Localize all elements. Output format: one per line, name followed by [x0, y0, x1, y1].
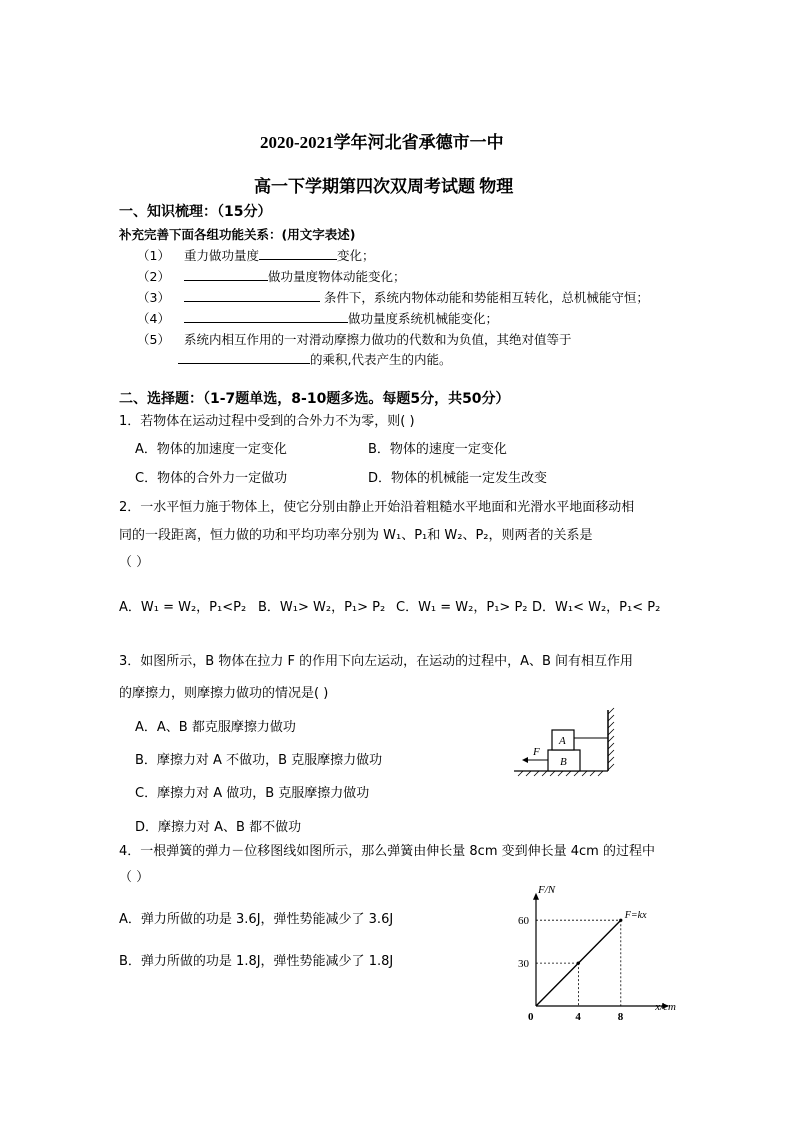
item-text-line1: 系统内相互作用的一对滑动摩擦力做功的代数和为负值，其绝对值等于: [183, 332, 572, 347]
wall-hatch: [608, 708, 614, 770]
item-num: （4）: [137, 311, 170, 326]
q3-option-b[interactable]: B．摩擦力对 A 不做功，B 克服摩擦力做功: [135, 753, 383, 768]
blank-3[interactable]: [184, 288, 320, 302]
blank-4[interactable]: [184, 309, 348, 323]
blank-5[interactable]: [178, 350, 310, 364]
fill-item-5-line2: [178, 350, 451, 368]
item-text-after: 做功量度物体动能变化；: [267, 269, 406, 284]
spring-force-chart: [508, 884, 704, 1026]
item-text-before: 重力做功量度: [183, 248, 259, 263]
q2-option-c[interactable]: C．W₁ = W₂，P₁> P₂: [396, 600, 528, 615]
x-tick-label: 8: [617, 1011, 624, 1023]
q3-line1: 3．如图所示，B 物体在拉力 F 的作用下向左运动，在运动的过程中，A、B 间有相互作用: [119, 654, 634, 669]
line-annotation: F=kx: [624, 910, 647, 922]
data-point: [619, 919, 622, 922]
fill-item-2: [137, 267, 405, 285]
q1-option-b[interactable]: B．物体的速度一定变化: [368, 442, 507, 457]
fill-item-3: [137, 288, 649, 306]
q4-line1: 4．一根弹簧的弹力－位移图线如图所示，那么弹簧由伸长量 8cm 变到伸长量 4cm 的过程中: [119, 844, 655, 859]
blank-1[interactable]: [259, 246, 337, 260]
item-num: （2）: [137, 269, 170, 284]
item-num: （3）: [137, 290, 170, 305]
blank-2[interactable]: [184, 267, 268, 281]
item-text-after: 变化；: [336, 248, 375, 263]
force-label: F: [533, 746, 540, 758]
q4-option-b[interactable]: B．弹力所做的功是 1.8J，弹性势能减少了 1.8J: [119, 954, 394, 969]
q1-option-c[interactable]: C．物体的合外力一定做功: [135, 471, 288, 486]
section1-subheading: 补充完善下面各组功能关系：(用文字表述): [119, 227, 356, 242]
q1-option-d[interactable]: D．物体的机械能一定发生改变: [368, 471, 548, 486]
q2-line3: （ ）: [119, 555, 150, 570]
q2-option-d[interactable]: D．W₁< W₂，P₁< P₂: [532, 600, 661, 615]
block-a-label: A: [559, 735, 566, 747]
x-tick-label: 4: [575, 1011, 581, 1023]
section1-heading: 一、知识梳理：（15分）: [119, 204, 272, 220]
q1-option-a[interactable]: A．物体的加速度一定变化: [135, 442, 287, 457]
item-text-after: 条件下，系统内物体动能和势能相互转化，总机械能守恒；: [319, 290, 649, 305]
q3-option-a[interactable]: A．A、B 都克服摩擦力做功: [135, 720, 296, 735]
force-arrowhead: [522, 757, 528, 763]
item-num: （1）: [137, 248, 170, 263]
q4-line2: （ ）: [119, 870, 150, 885]
x-axis-label: x/cm: [655, 1001, 676, 1013]
q2-line1: 2．一水平恒力施于物体上，使它分别由静止开始沿着粗糙水平地面和光滑水平地面移动相: [119, 500, 635, 515]
ground-hatch: [518, 771, 603, 776]
fill-item-1: [137, 246, 374, 264]
item-num: （5）: [137, 332, 170, 347]
q2-line2: 同的一段距离，恒力做的功和平均功率分别为 W₁、P₁和 W₂、P₂，则两者的关系是: [119, 528, 593, 543]
title-line1: 2020-2021学年河北省承德市一中: [260, 133, 504, 152]
q3-figure: [508, 706, 626, 778]
q3-option-d[interactable]: D．摩擦力对 A、B 都不做功: [135, 820, 302, 835]
q3-line2: 的摩擦力，则摩擦力做功的情况是( ): [119, 686, 329, 701]
fill-item-5: [137, 330, 571, 348]
q2-option-b[interactable]: B．W₁> W₂，P₁> P₂: [258, 600, 386, 615]
y-axis-label: F/N: [538, 884, 556, 896]
q4-option-a[interactable]: A．弹力所做的功是 3.6J，弹性势能减少了 3.6J: [119, 912, 394, 927]
title-line2: 高一下学期第四次双周考试题 物理: [254, 177, 514, 196]
data-point: [577, 962, 580, 965]
item-text-after: 的乘积,代表产生的内能。: [310, 352, 452, 367]
fill-item-4: [137, 309, 498, 327]
y-tick-label: 60: [518, 915, 529, 928]
q1-stem: 1．若物体在运动过程中受到的合外力不为零，则( ): [119, 414, 415, 429]
q2-option-a[interactable]: A．W₁ = W₂，P₁<P₂: [119, 600, 247, 615]
q3-option-c[interactable]: C．摩擦力对 A 做功，B 克服摩擦力做功: [135, 786, 370, 801]
block-b-label: B: [560, 756, 567, 768]
x-tick-label: 0: [528, 1011, 534, 1023]
y-tick-label: 30: [518, 958, 529, 971]
section2-heading: 二、选择题：（1-7题单选，8-10题多选。每题5分，共50分）: [119, 391, 510, 407]
item-text-after: 做功量度系统机械能变化；: [347, 311, 498, 326]
